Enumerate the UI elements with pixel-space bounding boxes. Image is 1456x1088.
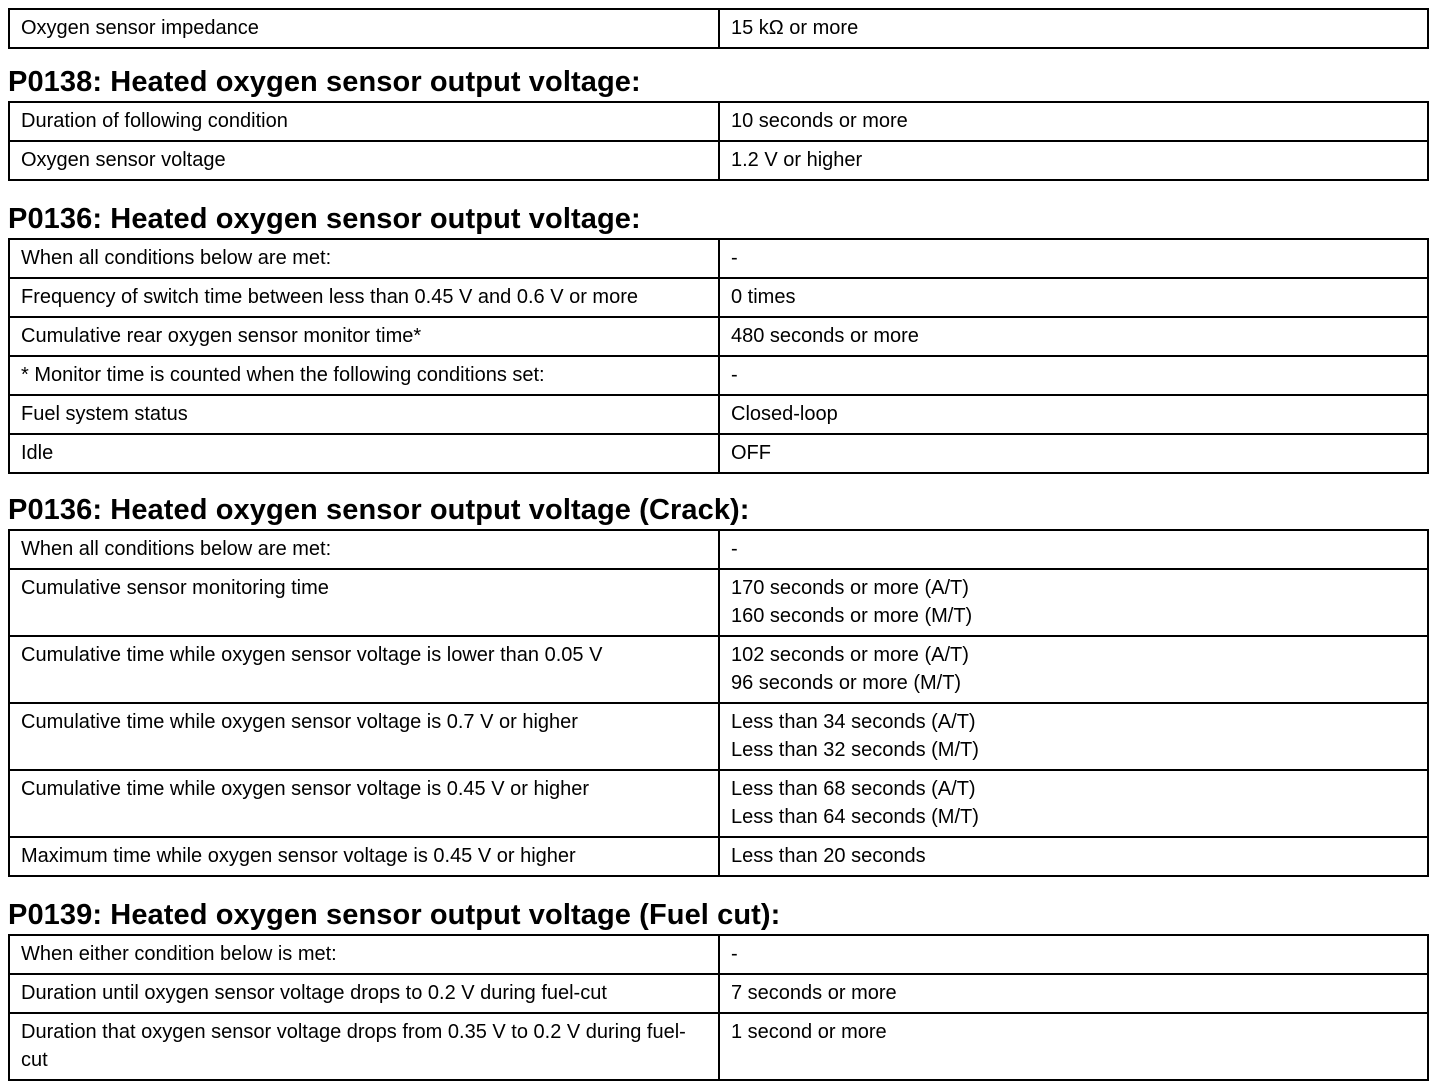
condition-cell: Duration until oxygen sensor voltage drops to 0.2 V during fuel-cut	[9, 974, 719, 1013]
value-cell: OFF	[719, 434, 1428, 473]
value-cell: Closed-loop	[719, 395, 1428, 434]
table-row	[9, 703, 1428, 770]
table-row	[9, 9, 1428, 48]
table-row	[9, 974, 1428, 1013]
p0138-table	[8, 101, 1429, 181]
value-cell: Less than 20 seconds	[719, 837, 1428, 876]
table-row	[9, 278, 1428, 317]
table-row	[9, 102, 1428, 141]
condition-cell: Cumulative time while oxygen sensor voltage is lower than 0.05 V	[9, 636, 719, 703]
p0136-crack-table	[8, 529, 1429, 877]
condition-cell: * Monitor time is counted when the following conditions set:	[9, 356, 719, 395]
table-row	[9, 141, 1428, 180]
table-row	[9, 837, 1428, 876]
table-row	[9, 434, 1428, 473]
table-row	[9, 569, 1428, 636]
condition-cell: Cumulative rear oxygen sensor monitor time*	[9, 317, 719, 356]
value-cell: Less than 34 seconds (A/T) Less than 32 seconds (M/T)	[719, 703, 1428, 770]
table-row	[9, 636, 1428, 703]
condition-cell: Duration of following condition	[9, 102, 719, 141]
document-page	[8, 8, 1426, 1081]
table-row	[9, 239, 1428, 278]
value-cell: 102 seconds or more (A/T) 96 seconds or more (M/T)	[719, 636, 1428, 703]
value-cell: -	[719, 239, 1428, 278]
p0139-table	[8, 934, 1429, 1081]
value-cell: 1.2 V or higher	[719, 141, 1428, 180]
value-cell: 170 seconds or more (A/T) 160 seconds or more (M/T)	[719, 569, 1428, 636]
value-cell: Less than 68 seconds (A/T) Less than 64 seconds (M/T)	[719, 770, 1428, 837]
table-row	[9, 395, 1428, 434]
table-row	[9, 356, 1428, 395]
value-cell: 480 seconds or more	[719, 317, 1428, 356]
condition-cell: Fuel system status	[9, 395, 719, 434]
impedance-table	[8, 8, 1429, 49]
value-cell: 7 seconds or more	[719, 974, 1428, 1013]
condition-cell: When all conditions below are met:	[9, 239, 719, 278]
condition-cell: Duration that oxygen sensor voltage drops from 0.35 V to 0.2 V during fuel-cut	[9, 1013, 719, 1080]
value-cell: 1 second or more	[719, 1013, 1428, 1080]
value-cell: -	[719, 356, 1428, 395]
condition-cell: Cumulative time while oxygen sensor voltage is 0.7 V or higher	[9, 703, 719, 770]
section-heading-p0136-crack: P0136: Heated oxygen sensor output voltage (Crack):	[8, 494, 750, 526]
value-cell: 15 kΩ or more	[719, 9, 1428, 48]
condition-cell: Cumulative sensor monitoring time	[9, 569, 719, 636]
condition-cell: Oxygen sensor impedance	[9, 9, 719, 48]
p0136-table	[8, 238, 1429, 474]
condition-cell: Cumulative time while oxygen sensor voltage is 0.45 V or higher	[9, 770, 719, 837]
table-row	[9, 935, 1428, 974]
section-heading-p0138: P0138: Heated oxygen sensor output voltage:	[8, 66, 641, 98]
table-row	[9, 1013, 1428, 1080]
value-cell: -	[719, 530, 1428, 569]
condition-cell: Idle	[9, 434, 719, 473]
value-cell: 10 seconds or more	[719, 102, 1428, 141]
condition-cell: Oxygen sensor voltage	[9, 141, 719, 180]
value-cell: 0 times	[719, 278, 1428, 317]
condition-cell: Frequency of switch time between less than 0.45 V and 0.6 V or more	[9, 278, 719, 317]
condition-cell: When either condition below is met:	[9, 935, 719, 974]
section-heading-p0136: P0136: Heated oxygen sensor output voltage:	[8, 203, 641, 235]
table-row	[9, 770, 1428, 837]
condition-cell: When all conditions below are met:	[9, 530, 719, 569]
table-row	[9, 530, 1428, 569]
section-heading-p0139: P0139: Heated oxygen sensor output voltage (Fuel cut):	[8, 899, 781, 931]
value-cell: -	[719, 935, 1428, 974]
table-row	[9, 317, 1428, 356]
condition-cell: Maximum time while oxygen sensor voltage is 0.45 V or higher	[9, 837, 719, 876]
